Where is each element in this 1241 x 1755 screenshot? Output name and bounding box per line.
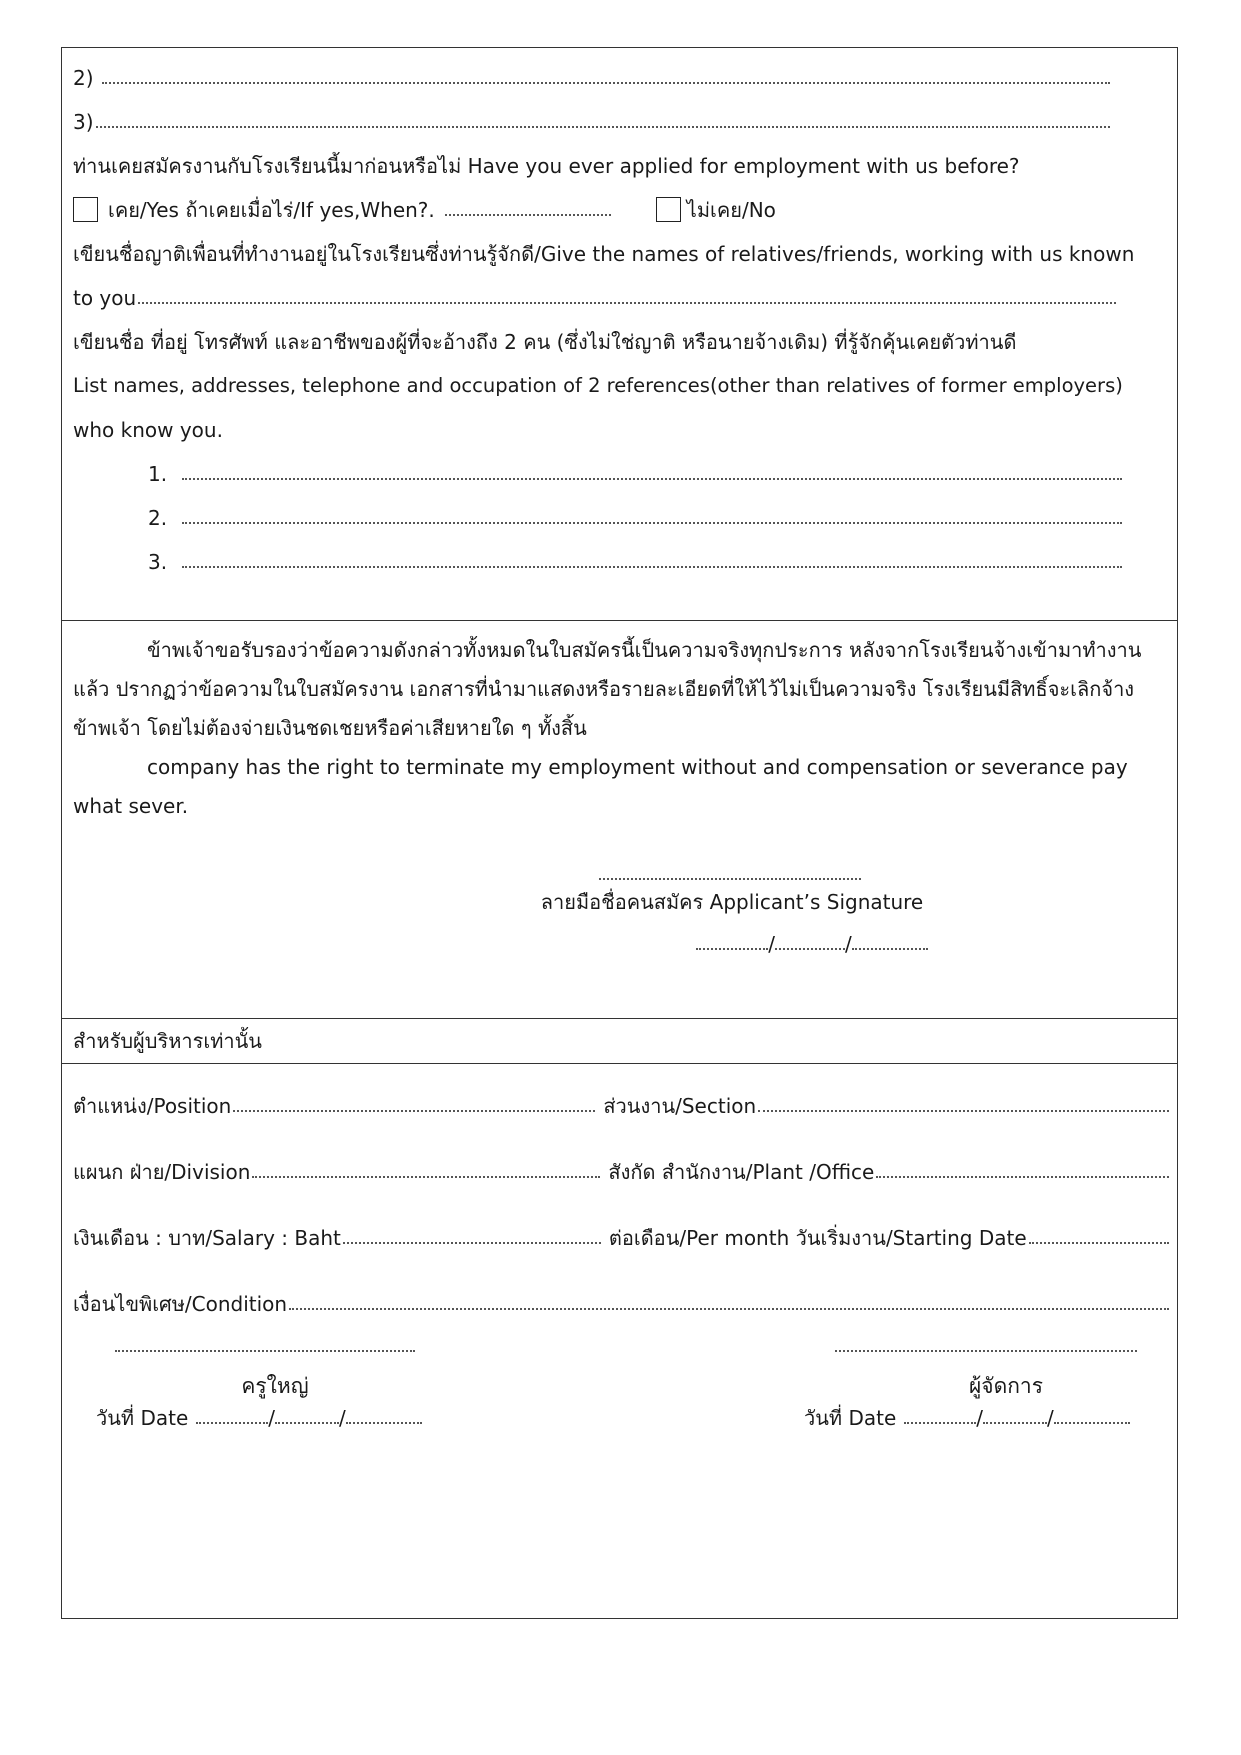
previous-application-section — [62, 48, 1177, 621]
division-field[interactable] — [252, 1176, 600, 1178]
reference-2-number: 2. — [148, 506, 168, 530]
condition-label: เงื่อนไขพิเศษ/Condition — [73, 1292, 288, 1316]
certification-thai — [73, 631, 1161, 826]
admin-section — [62, 1064, 1177, 1620]
history-item-2-row — [73, 56, 1169, 96]
section-label: ส่วนงาน/Section — [603, 1094, 757, 1118]
certification-th-line-3: ข้าพเจ้า โดยไม่ต้องจ่ายเงินชดเชยหรือค่าเสียหายใด ๆ ทั้งสิ้น — [73, 716, 587, 740]
division-label: แผนก ฝ่าย/Division — [73, 1160, 251, 1184]
starting-date-field[interactable] — [1029, 1242, 1169, 1244]
certification-th-line-1: ข้าพเจ้าขอรับรองว่าข้อความดังกล่าวทั้งหมดในใบสมัครนี้เป็นความจริงทุกประการ หลังจากโรงเรียนจ้างเข้ามาทำงาน — [147, 638, 1142, 662]
history-item-3-row — [73, 100, 1169, 140]
applicant-signature-date — [662, 931, 962, 956]
sign-year-field[interactable] — [852, 948, 928, 950]
division-row — [73, 1150, 1169, 1190]
plant-office-field[interactable] — [876, 1176, 1169, 1178]
yes-checkbox[interactable] — [73, 197, 98, 222]
position-field[interactable] — [233, 1110, 595, 1112]
applied-before-row — [73, 144, 1169, 184]
admin-only-heading: สำหรับผู้บริหารเท่านั้น — [73, 1029, 262, 1053]
salary-field[interactable] — [343, 1242, 601, 1244]
principal-date-label: วันที่ Date — [96, 1406, 189, 1430]
reference-2-field[interactable] — [182, 522, 1122, 524]
references-instruction-en-cont: who know you. — [73, 418, 223, 442]
reference-1-field[interactable] — [182, 478, 1122, 480]
manager-year-field[interactable] — [1054, 1422, 1130, 1424]
date-separator: / — [339, 1406, 346, 1430]
application-form — [61, 47, 1178, 1619]
references-th-row — [73, 320, 1169, 360]
applicant-signature-line[interactable] — [530, 861, 930, 885]
yes-label: เคย/Yes ถ้าเคยเมื่อไร่/If yes,When?. — [108, 198, 435, 222]
principal-day-field[interactable] — [196, 1422, 268, 1424]
manager-label: ผู้จัดการ — [968, 1374, 1044, 1398]
reference-1-row — [148, 452, 1169, 492]
certification-section — [62, 621, 1177, 1019]
salary-row — [73, 1216, 1169, 1256]
references-instruction-th: เขียนชื่อ ที่อยู่ โทรศัพท์ และอาชีพของผู้ที่จะอ้างถึง 2 คน (ซึ่งไม่ใช่ญาติ หรือนายจ้างเดิม) ที่รู้จักคุ้นเคยตัวท่านดี — [73, 330, 1017, 354]
history-item-2-field[interactable] — [102, 82, 1110, 84]
relatives-row-2 — [73, 276, 1169, 316]
date-separator: / — [1047, 1406, 1054, 1430]
history-item-2-label: 2) — [73, 66, 94, 90]
no-label: ไม่เคย/No — [686, 198, 776, 222]
reference-1-number: 1. — [148, 462, 168, 486]
references-instruction-en: List names, addresses, telephone and occupation of 2 references(other than relatives of former employers) — [73, 374, 1123, 397]
principal-year-field[interactable] — [346, 1422, 422, 1424]
position-row — [73, 1084, 1169, 1124]
manager-signature-line[interactable] — [835, 1350, 1137, 1352]
manager-signature-block — [826, 1302, 1146, 1403]
date-separator: / — [845, 932, 852, 956]
manager-day-field[interactable] — [904, 1422, 976, 1424]
admin-header-row — [73, 1019, 1169, 1059]
applicant-signature-label: ลายมือชื่อคนสมัคร Applicant’s Signature — [540, 890, 924, 914]
manager-date-row — [804, 1396, 1164, 1436]
position-label: ตำแหน่ง/Position — [73, 1094, 232, 1118]
applied-before-options-row — [73, 188, 1169, 228]
principal-date-row — [96, 1396, 456, 1436]
manager-date-label: วันที่ Date — [804, 1406, 897, 1430]
plant-office-label: สังกัด สำนักงาน/Plant /Office — [608, 1160, 875, 1184]
references-en-row-2 — [73, 408, 1169, 448]
no-checkbox[interactable] — [656, 197, 681, 222]
principal-signature-line[interactable] — [115, 1350, 415, 1352]
relatives-question-cont: to you — [73, 286, 137, 310]
relatives-field[interactable] — [138, 302, 1116, 304]
sign-month-field[interactable] — [775, 948, 845, 950]
date-separator: / — [768, 932, 775, 956]
applied-when-field[interactable] — [445, 214, 611, 216]
principal-month-field[interactable] — [275, 1422, 339, 1424]
date-separator: / — [976, 1406, 983, 1430]
history-item-3-field[interactable] — [96, 126, 1110, 128]
reference-2-row — [148, 496, 1169, 536]
principal-signature-block — [105, 1302, 425, 1403]
applied-before-question: ท่านเคยสมัครงานกับโรงเรียนนี้มาก่อนหรือไม่ Have you ever applied for employment with us before? — [73, 154, 1020, 178]
sign-day-field[interactable] — [696, 948, 768, 950]
references-en-row-1 — [73, 364, 1169, 404]
relatives-row-1 — [73, 232, 1169, 272]
principal-label: ครูใหญ่ — [241, 1374, 309, 1398]
reference-3-field[interactable] — [182, 566, 1122, 568]
reference-3-row — [148, 540, 1169, 580]
certification-en-line-1: company has the right to terminate my employment without and compensation or severance pay — [147, 755, 1128, 779]
relatives-question: เขียนชื่อญาติเพื่อนที่ทำงานอยู่ในโรงเรียนซึ่งท่านรู้จักดี/Give the names of relatives/friends, working with us known — [73, 242, 1135, 266]
salary-label: เงินเดือน : บาท/Salary : Baht — [73, 1226, 341, 1250]
section-field[interactable] — [758, 1110, 1169, 1112]
manager-month-field[interactable] — [983, 1422, 1047, 1424]
date-separator: / — [268, 1406, 275, 1430]
per-month-starting-date-label: ต่อเดือน/Per month วันเริ่มงาน/Starting Date — [608, 1226, 1027, 1250]
reference-3-number: 3. — [148, 550, 168, 574]
history-item-3-label: 3) — [73, 110, 94, 134]
certification-en-line-2: what sever. — [73, 794, 189, 818]
admin-header-section — [62, 1019, 1177, 1064]
certification-th-line-2: แล้ว ปรากฏว่าข้อความในใบสมัครงาน เอกสารที่นำมาแสดงหรือรายละเอียดที่ให้ไว้ไม่เป็นความจริง โรงเรียนมีสิทธิ์จะเลิกจ้าง — [73, 677, 1135, 701]
